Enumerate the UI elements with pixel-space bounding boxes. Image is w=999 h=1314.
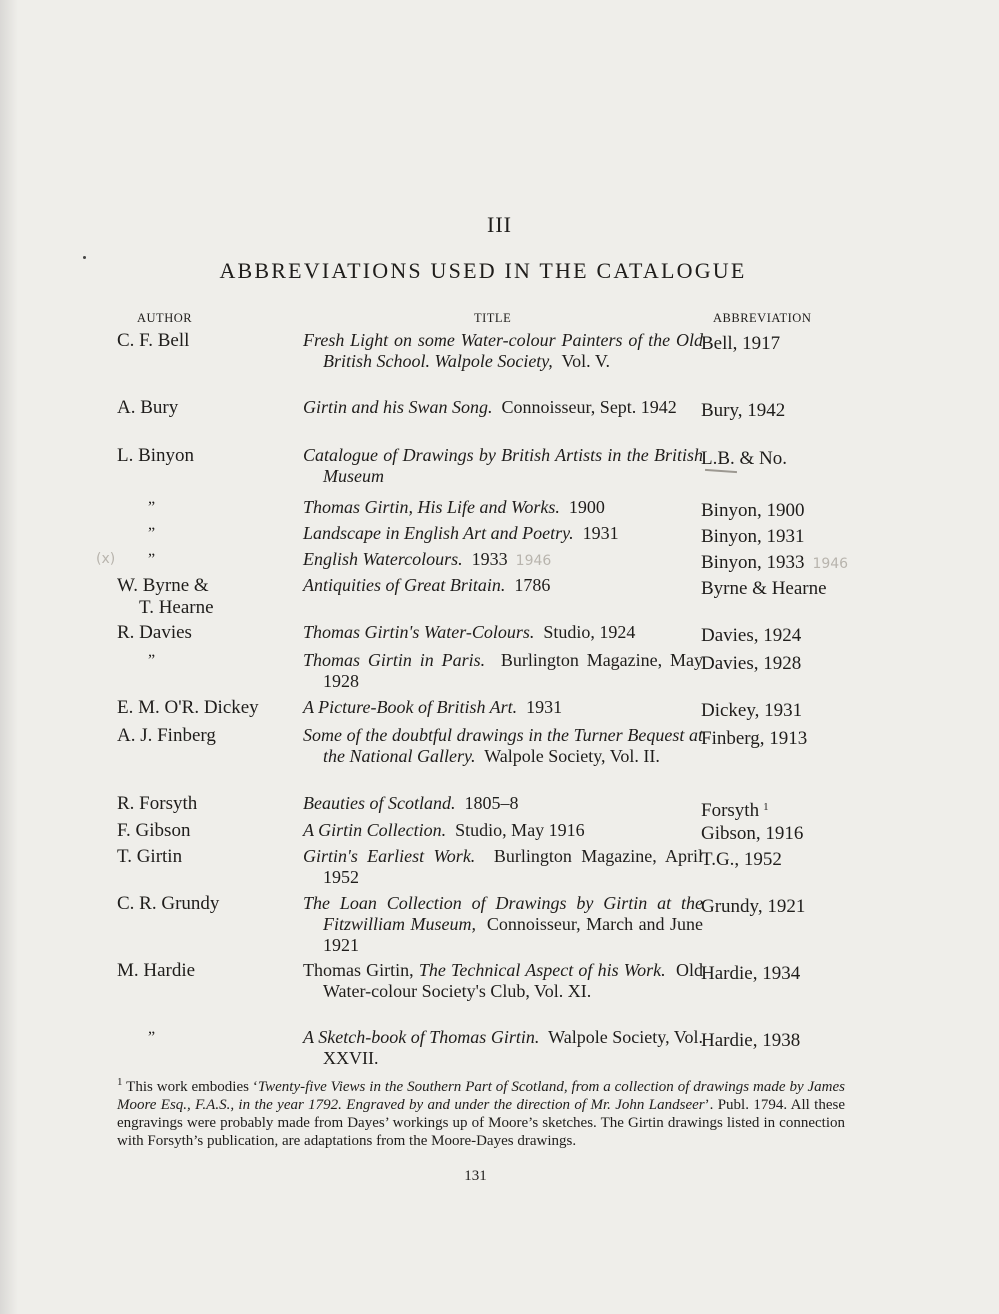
- author-name: A. J. Finberg: [117, 725, 216, 746]
- abbreviation-text: Bell, 1917: [701, 333, 781, 354]
- footnote-text-2: ’. Publ. 1794. All these engravings were probably made from Dayes’ workings up of Moore’s sketches. The Girtin drawings listed in connection with Forsyth’s publication, are adaptations from the Moore-Dayes drawings.: [117, 1097, 845, 1149]
- title-roman: Old Water-colour Society's Club, Vol. XI.: [323, 960, 704, 1001]
- title-italic: English Watercolours.: [303, 549, 463, 569]
- table-row: [0, 397, 999, 421]
- author-name: M. Hardie: [117, 960, 196, 981]
- author-cell: [148, 497, 328, 519]
- title-cell: [303, 1027, 703, 1069]
- table-row: [0, 650, 999, 692]
- author-cell: [148, 523, 328, 545]
- abbreviation-text: Gibson, 1916: [701, 823, 804, 844]
- abbreviation-cell: [701, 552, 848, 575]
- title-cell: [303, 549, 703, 572]
- author-name: ”: [148, 652, 156, 669]
- author-cell: [117, 725, 297, 747]
- abbreviation-text: Grundy, 1921: [701, 896, 806, 917]
- title-italic: Thomas Girtin's Water-Colours.: [303, 622, 535, 642]
- title-cell: [303, 622, 703, 643]
- title-cell: [303, 960, 703, 1002]
- abbreviation-cell: [701, 500, 804, 522]
- table-row: [0, 893, 999, 956]
- title-cell: [303, 330, 703, 372]
- author-name: C. F. Bell: [117, 330, 190, 351]
- abbreviation-cell: [701, 823, 803, 845]
- title-roman: 1931: [526, 697, 563, 717]
- title-italic: The Technical Aspect of his Work.: [418, 960, 666, 980]
- author-name: T. Girtin: [117, 846, 183, 867]
- author-name: F. Gibson: [117, 820, 191, 841]
- table-row: [0, 523, 999, 547]
- abbreviation-text: Finberg, 1913: [701, 728, 808, 749]
- abbreviation-cell: [701, 700, 802, 722]
- title-cell: [303, 793, 703, 814]
- abbreviation-text: Forsyth: [701, 800, 760, 821]
- title-italic: The Loan Collection of Drawings by Girtin at the Fitzwilliam Museum,: [303, 893, 703, 934]
- abbreviation-cell: [701, 625, 801, 647]
- column-header-title: TITLE: [474, 311, 512, 325]
- title-italic: Thomas Girtin, His Life and Works.: [303, 497, 560, 517]
- abbreviation-cell: [701, 578, 827, 600]
- author-name: ”: [148, 551, 156, 568]
- author-cell: [117, 397, 297, 419]
- table-row: [0, 846, 999, 888]
- author-name: W. Byrne &: [117, 575, 209, 596]
- author-name: R. Davies: [117, 622, 192, 643]
- title-roman: Walpole Society, Vol. II.: [484, 746, 660, 766]
- title-cell: [303, 725, 703, 767]
- column-header-abbreviation: ABBREVIATION: [713, 311, 812, 325]
- author-name: ”: [148, 499, 156, 516]
- author-cell: [117, 960, 297, 982]
- abbreviation-cell: [701, 849, 782, 871]
- author-name-line2: T. Hearne: [139, 597, 214, 618]
- author-cell: [117, 622, 297, 644]
- title-italic: Beauties of Scotland.: [303, 793, 456, 813]
- footnote-text-1: This work embodies ‘: [126, 1079, 258, 1095]
- abbreviation-cell: [701, 333, 780, 355]
- author-name: ”: [148, 1029, 156, 1046]
- author-name: E. M. O'R. Dickey: [117, 697, 259, 718]
- title-italic: Fresh Light on some Water-colour Painters of the Old British School. Walpole Society,: [303, 330, 703, 371]
- title-cell: [303, 650, 703, 692]
- title-roman: 1931: [582, 523, 619, 543]
- title-italic: Some of the doubtful drawings in the Turner Bequest at the National Gallery.: [303, 725, 703, 766]
- title-cell: [303, 893, 703, 956]
- author-cell: [117, 893, 297, 915]
- abbreviation-text: L.B. & No.: [701, 448, 788, 469]
- title-roman: Connoisseur, Sept. 1942: [501, 397, 677, 417]
- page-title: ABBREVIATIONS USED IN THE CATALOGUE: [219, 258, 747, 283]
- footnote: [117, 1073, 845, 1150]
- table-row: [0, 622, 999, 646]
- title-italic: Landscape in English Art and Poetry.: [303, 523, 574, 543]
- title-roman: Burlington Magazine, April 1952: [323, 846, 703, 887]
- abbreviation-text: Bury, 1942: [701, 400, 786, 421]
- title-prefix: Thomas Girtin,: [303, 960, 414, 980]
- section-numeral: III: [487, 212, 512, 237]
- abbreviation-cell: [701, 1030, 800, 1052]
- title-roman: 1805–8: [464, 793, 519, 813]
- title-roman: Studio, May 1916: [455, 820, 585, 840]
- author-name: R. Forsyth: [117, 793, 198, 814]
- abbreviation-cell: [701, 728, 807, 750]
- title-italic: Thomas Girtin in Paris.: [303, 650, 486, 670]
- title-cell: [303, 697, 703, 718]
- abbreviation-cell: [701, 896, 805, 918]
- title-roman: Studio, 1924: [543, 622, 636, 642]
- footnote-marker: 1: [117, 1076, 123, 1088]
- abbreviation-cell: [701, 448, 787, 470]
- title-italic: Antiquities of Great Britain.: [303, 575, 506, 595]
- table-row: [0, 497, 999, 521]
- title-cell: [303, 846, 703, 888]
- title-roman: 1933: [471, 549, 508, 569]
- abbreviation-cell: [701, 526, 804, 548]
- title-cell: [303, 523, 703, 544]
- title-italic: A Sketch-book of Thomas Girtin.: [303, 1027, 540, 1047]
- abbreviation-text: Binyon, 1931: [701, 526, 805, 547]
- title-roman: Walpole Society, Vol. XXVII.: [323, 1027, 703, 1068]
- abbreviation-text: Binyon, 1933: [701, 552, 805, 573]
- footnote-reference[interactable]: 1: [763, 801, 769, 813]
- author-cell: [148, 650, 328, 672]
- title-cell: [303, 820, 703, 841]
- table-row: [0, 793, 999, 821]
- abbreviation-text: Hardie, 1938: [701, 1030, 801, 1051]
- abbreviation-cell: [701, 400, 785, 422]
- title-italic: Catalogue of Drawings by British Artists in the British Museum: [303, 445, 703, 486]
- abbreviation-text: Davies, 1924: [701, 625, 802, 646]
- author-name: ”: [148, 525, 156, 542]
- author-cell: [148, 1027, 328, 1049]
- author-name: C. R. Grundy: [117, 893, 220, 914]
- abbreviation-text: T.G., 1952: [701, 849, 782, 870]
- title-roman: Vol. V.: [561, 351, 611, 371]
- author-cell: [117, 697, 297, 719]
- table-row: [0, 549, 999, 572]
- table-row: [0, 960, 999, 1002]
- title-cell: [303, 397, 703, 418]
- title-cell: [303, 575, 703, 596]
- page-number: 131: [464, 1168, 487, 1184]
- table-row: [0, 445, 999, 487]
- title-italic: Girtin's Earliest Work.: [303, 846, 476, 866]
- pencil-annotation: 1946: [812, 556, 849, 572]
- footnote-italic-text: Twenty-five Views in the Southern Part of Scotland, from a collection of drawings made by James Moore Esq., F.A.S., in the year 1792. Engraved by and under the direction of Mr. John Landseer: [117, 1079, 846, 1113]
- table-row: [0, 330, 999, 372]
- author-cell: [117, 793, 297, 815]
- title-italic: A Picture-Book of British Art.: [303, 697, 518, 717]
- pencil-annotation: 1946: [515, 553, 552, 569]
- author-cell: [117, 575, 297, 619]
- column-header-author: AUTHOR: [137, 311, 193, 325]
- margin-pencil-note: (x): [96, 551, 116, 567]
- title-roman: Connoisseur, March and June 1921: [323, 914, 704, 955]
- abbreviation-text: Byrne & Hearne: [701, 578, 827, 599]
- abbreviation-cell: [701, 796, 769, 822]
- table-row: [0, 575, 999, 618]
- abbreviation-text: Davies, 1928: [701, 653, 802, 674]
- author-cell: [117, 445, 297, 467]
- table-row: [0, 697, 999, 721]
- title-roman: Burlington Magazine, May 1928: [323, 650, 704, 691]
- author-cell: [117, 330, 297, 352]
- title-cell: [303, 445, 703, 487]
- pencil-underline: [705, 469, 737, 473]
- abbreviation-cell: [701, 653, 801, 675]
- author-cell: [117, 820, 297, 842]
- abbreviation-text: Binyon, 1900: [701, 500, 805, 521]
- title-roman: 1900: [568, 497, 605, 517]
- title-italic: A Girtin Collection.: [303, 820, 447, 840]
- table-row: [0, 725, 999, 767]
- table-row: [0, 820, 999, 844]
- abbreviation-text: Hardie, 1934: [701, 963, 801, 984]
- author-name: L. Binyon: [117, 445, 195, 466]
- abbreviation-text: Dickey, 1931: [701, 700, 803, 721]
- title-roman: 1786: [514, 575, 551, 595]
- abbreviation-cell: [701, 963, 800, 985]
- table-row: [0, 1027, 999, 1069]
- title-italic: Girtin and his Swan Song.: [303, 397, 493, 417]
- author-cell: [117, 846, 297, 868]
- title-cell: [303, 497, 703, 518]
- author-name: A. Bury: [117, 397, 179, 418]
- author-cell: [148, 549, 328, 571]
